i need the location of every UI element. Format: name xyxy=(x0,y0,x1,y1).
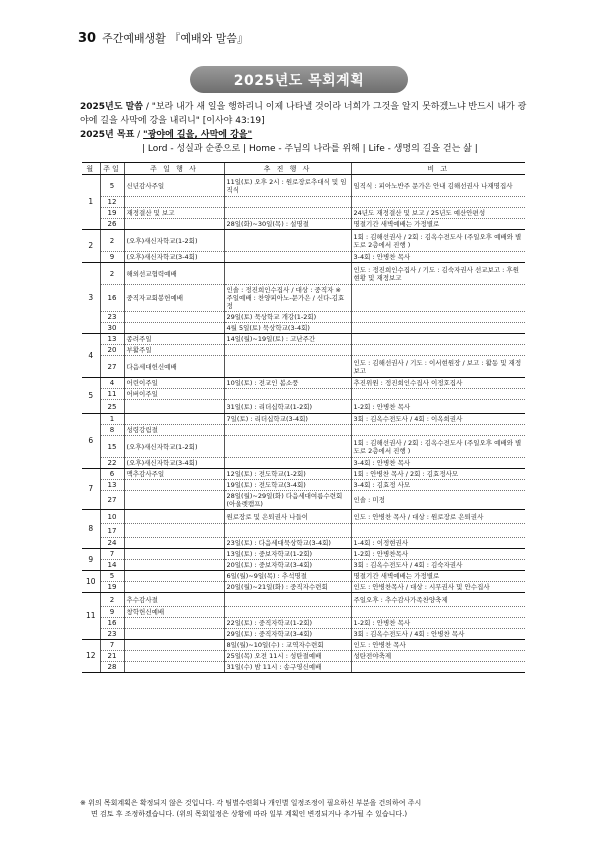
month-cell: 9 xyxy=(82,549,100,571)
table-row xyxy=(82,414,525,425)
verse-line xyxy=(80,100,530,128)
note-cell: 성탄전야축제 xyxy=(351,651,525,662)
plan-cell: 20일(토) : 중보자학교(3-4회) xyxy=(224,560,351,571)
event-cell: 해외선교협력예배 xyxy=(124,263,224,285)
event-cell: 재정결산 및 보고 xyxy=(124,208,224,219)
verse-text: / "보라 내가 새 일을 행하리니 이제 나타낼 것이라 너희가 그것을 알지 못하겠느냐 반드시 내가 광야에 길을 사막에 강을 내리니" [이사야 43:19] xyxy=(80,102,527,126)
note-cell: 3-4회 : 김효정 사모 xyxy=(351,480,525,491)
footnote-line-1: ※ 위의 목회계획은 확정되지 않은 것입니다. 각 팀별수련회나 개인별 일정조정이 필요하신 부분을 건의하여 주시 xyxy=(80,799,422,807)
plan-cell: 7일(토) : 리더십학교(3-4회) xyxy=(224,414,351,425)
week-cell: 8 xyxy=(100,425,124,436)
event-cell: 어버이주일 xyxy=(124,389,224,400)
header-week: 주일 xyxy=(100,163,124,175)
plan-cell: 원로장로 및 은퇴권사 나들이 xyxy=(224,510,351,524)
plan-cell: 29일(토) 묵상학교 개강(1-2회) xyxy=(224,312,351,323)
table-header-row xyxy=(82,163,525,175)
note-cell: 임직식 : 피아노반주 문가은 안내 김해선권사 나재명집사 xyxy=(351,175,525,197)
month-cell: 8 xyxy=(82,510,100,549)
table-row xyxy=(82,651,525,662)
note-cell: 3-4회 : 안병찬 목사 xyxy=(351,458,525,469)
table-row xyxy=(82,230,525,252)
plan-cell xyxy=(224,197,351,208)
goal-theme: "광야에 길을, 사막에 강을" xyxy=(143,130,253,140)
week-cell: 16 xyxy=(100,285,124,312)
plan-cell xyxy=(224,208,351,219)
week-cell: 21 xyxy=(100,651,124,662)
table-row xyxy=(82,175,525,197)
note-cell: 명절기간 새벽예배는 가정별로 xyxy=(351,571,525,582)
event-cell xyxy=(124,582,224,593)
plan-cell: 28일(화)~30일(목) : 설명절 xyxy=(224,219,351,230)
table-row xyxy=(82,389,525,400)
week-cell: 22 xyxy=(100,458,124,469)
plan-cell: 28일(월)~29일(화) 다음세대여름수련회(아울렛캠프) xyxy=(224,491,351,510)
table-row xyxy=(82,538,525,549)
event-cell: 다음세대헌신예배 xyxy=(124,356,224,378)
header-event: 주 일 행 사 xyxy=(124,163,224,175)
table-row xyxy=(82,312,525,323)
note-cell: 1-4회 : 이정현권사 xyxy=(351,538,525,549)
week-cell: 25 xyxy=(100,400,124,414)
week-cell: 7 xyxy=(100,640,124,651)
note-cell: 3회 : 김옥수전도사 / 4회 : 안병찬 목사 xyxy=(351,629,525,640)
table-row xyxy=(82,524,525,538)
core-values: | Lord - 성실과 순종으로 | Home - 주님의 나라를 위해 | Life - 생명의 길을 걷는 삶 | xyxy=(142,144,478,154)
table-row xyxy=(82,208,525,219)
month-cell: 4 xyxy=(82,334,100,378)
month-cell: 7 xyxy=(82,469,100,510)
week-cell: 11 xyxy=(100,389,124,400)
note-cell: 1-2회 : 안병찬 목사 xyxy=(351,618,525,629)
plan-cell xyxy=(224,425,351,436)
note-cell: 주일오후 : 추수감사가족찬양축제 xyxy=(351,593,525,607)
event-cell xyxy=(124,629,224,640)
week-cell: 1 xyxy=(100,414,124,425)
note-cell: 1회 : 김해선권사 / 2회 : 김옥수전도사 (주일오후 예배와 별도로 2층에서 진행 ) xyxy=(351,230,525,252)
note-cell: 1회 : 안병찬 목사 / 2회 : 김효정사모 xyxy=(351,469,525,480)
table-row xyxy=(82,571,525,582)
table-row xyxy=(82,593,525,607)
month-cell: 1 xyxy=(82,175,100,230)
event-cell xyxy=(124,480,224,491)
event-cell xyxy=(124,618,224,629)
plan-cell: 20일(월)~21일(화) : 중직자수련회 xyxy=(224,582,351,593)
page-header xyxy=(78,30,248,46)
note-cell xyxy=(351,662,525,673)
plan-cell: 19일(토) : 전도학교(3-4회) xyxy=(224,480,351,491)
plan-cell xyxy=(224,252,351,263)
table-row xyxy=(82,252,525,263)
table-row xyxy=(82,480,525,491)
week-cell: 9 xyxy=(100,252,124,263)
note-cell: 3회 : 김옥수전도사 / 4회 : 이옥희권사 xyxy=(351,414,525,425)
plan-cell: 4월 5일(토) 묵상학교(3-4회) xyxy=(224,323,351,334)
note-cell: 1회 : 김해선권사 / 2회 : 김옥수전도사 (주일오후 예배와 별도로 2층에서 진행 ) xyxy=(351,436,525,458)
plan-cell xyxy=(224,230,351,252)
month-cell: 2 xyxy=(82,230,100,263)
event-cell: 맥추감사주일 xyxy=(124,469,224,480)
event-cell xyxy=(124,560,224,571)
note-cell xyxy=(351,312,525,323)
week-cell: 17 xyxy=(100,524,124,538)
plan-cell: 14일(월)~19일(토) : 고난주간 xyxy=(224,334,351,345)
table-row xyxy=(82,469,525,480)
plan-cell xyxy=(224,593,351,607)
note-cell xyxy=(351,323,525,334)
month-cell: 12 xyxy=(82,640,100,673)
event-cell xyxy=(124,323,224,334)
plan-cell: 29일(토) : 중직자학교(3-4회) xyxy=(224,629,351,640)
week-cell: 2 xyxy=(100,593,124,607)
event-cell xyxy=(124,549,224,560)
note-cell xyxy=(351,389,525,400)
event-cell xyxy=(124,312,224,323)
table-row xyxy=(82,425,525,436)
event-cell xyxy=(124,571,224,582)
plan-cell: 12일(토) : 전도학교(1-2회) xyxy=(224,469,351,480)
week-cell: 13 xyxy=(100,480,124,491)
event-cell: 종려주일 xyxy=(124,334,224,345)
schedule-table xyxy=(82,162,525,673)
footnote xyxy=(80,798,526,820)
note-cell: 3회 : 김옥수전도사 / 4회 : 김숙자권사 xyxy=(351,560,525,571)
plan-cell: 23일(토) : 다음세대묵상학교(3-4회) xyxy=(224,538,351,549)
page-number: 30 xyxy=(78,31,97,46)
schedule-body xyxy=(82,175,525,673)
week-cell: 28 xyxy=(100,662,124,673)
plan-cell xyxy=(224,458,351,469)
plan-cell xyxy=(224,524,351,538)
table-row xyxy=(82,197,525,208)
goal-line xyxy=(80,128,530,142)
week-cell: 26 xyxy=(100,219,124,230)
verse-label: 2025년도 말씀 xyxy=(80,102,143,112)
event-cell xyxy=(124,538,224,549)
note-cell xyxy=(351,607,525,618)
table-row xyxy=(82,263,525,285)
event-cell: 중직자교회봉헌예배 xyxy=(124,285,224,312)
header-plan: 추 진 행 사 xyxy=(224,163,351,175)
event-cell: 신년감사주일 xyxy=(124,175,224,197)
week-cell: 12 xyxy=(100,197,124,208)
note-cell: 명절기간 새벽예배는 가정별로 xyxy=(351,219,525,230)
week-cell: 7 xyxy=(100,549,124,560)
event-cell: (오후)새신자학교(3-4회) xyxy=(124,252,224,263)
week-cell: 2 xyxy=(100,230,124,252)
week-cell: 14 xyxy=(100,560,124,571)
week-cell: 5 xyxy=(100,175,124,197)
note-cell: 인도 : 정진희인수집사 / 기도 : 김숙자권사 선교보고 : 후원현황 및 재정보고 xyxy=(351,263,525,285)
month-cell: 11 xyxy=(82,593,100,640)
plan-cell: 22일(토) : 중직자학교(1-2회) xyxy=(224,618,351,629)
table-row xyxy=(82,345,525,356)
table-row xyxy=(82,400,525,414)
week-cell: 15 xyxy=(100,436,124,458)
table-row xyxy=(82,458,525,469)
table-row xyxy=(82,219,525,230)
event-cell xyxy=(124,491,224,510)
week-cell: 9 xyxy=(100,607,124,618)
week-cell: 24 xyxy=(100,538,124,549)
plan-cell: 31일(수) 밤 11시 : 송구영신예배 xyxy=(224,662,351,673)
event-cell: 창학헌신예배 xyxy=(124,607,224,618)
plan-cell xyxy=(224,356,351,378)
month-cell: 3 xyxy=(82,263,100,334)
note-cell xyxy=(351,425,525,436)
event-cell xyxy=(124,219,224,230)
table-row xyxy=(82,436,525,458)
event-cell: 성령강림절 xyxy=(124,425,224,436)
note-cell: 인도 : 김해선권사 / 기도 : 이서현원장 / 보고 : 활동 및 재정보고 xyxy=(351,356,525,378)
week-cell: 27 xyxy=(100,491,124,510)
note-cell xyxy=(351,345,525,356)
plan-cell: 25일(목) 오전 11시 : 성탄절예배 xyxy=(224,651,351,662)
event-cell: 추수감사절 xyxy=(124,593,224,607)
week-cell: 23 xyxy=(100,629,124,640)
table-row xyxy=(82,378,525,389)
month-cell: 5 xyxy=(82,378,100,414)
event-cell: 부활주일 xyxy=(124,345,224,356)
week-cell: 19 xyxy=(100,208,124,219)
table-row xyxy=(82,618,525,629)
event-cell xyxy=(124,640,224,651)
plan-title: 2025년도 목회계획 xyxy=(190,66,408,93)
plan-cell xyxy=(224,345,351,356)
note-cell: 1-2회 : 안병찬목사 xyxy=(351,549,525,560)
table-row xyxy=(82,356,525,378)
plan-cell: 8일(월)~10일(수) : 교역자수련회 xyxy=(224,640,351,651)
event-cell: (오후)새신자학교(1-2회) xyxy=(124,230,224,252)
week-cell: 10 xyxy=(100,510,124,524)
event-cell xyxy=(124,414,224,425)
event-cell xyxy=(124,197,224,208)
note-cell: 인솔 : 미정 xyxy=(351,491,525,510)
intro-block xyxy=(80,100,530,156)
table-row xyxy=(82,629,525,640)
week-cell: 30 xyxy=(100,323,124,334)
event-cell xyxy=(124,400,224,414)
note-cell: 1-2회 : 안병찬 목사 xyxy=(351,400,525,414)
header-note: 비 고 xyxy=(351,163,525,175)
plan-cell xyxy=(224,607,351,618)
table-row xyxy=(82,323,525,334)
table-row xyxy=(82,582,525,593)
note-cell xyxy=(351,334,525,345)
event-cell: (오후)새신자학교(3-4회) xyxy=(124,458,224,469)
week-cell: 4 xyxy=(100,378,124,389)
week-cell: 5 xyxy=(100,571,124,582)
goal-label: 2025년 목표 xyxy=(80,130,135,140)
note-cell xyxy=(351,524,525,538)
goal-separator: / xyxy=(134,130,144,140)
note-cell: 3-4회 : 안병찬 목사 xyxy=(351,252,525,263)
event-cell: (오후)새신자학교(1-2회) xyxy=(124,436,224,458)
header-month: 월 xyxy=(82,163,100,175)
event-cell xyxy=(124,662,224,673)
week-cell: 19 xyxy=(100,582,124,593)
week-cell: 2 xyxy=(100,263,124,285)
month-cell: 6 xyxy=(82,414,100,469)
note-cell xyxy=(351,285,525,312)
month-cell: 10 xyxy=(82,571,100,593)
week-cell: 27 xyxy=(100,356,124,378)
plan-cell xyxy=(224,263,351,285)
table-row xyxy=(82,640,525,651)
note-cell: 24년도 재정결산 및 보고 / 25년도 예산안편성 xyxy=(351,208,525,219)
week-cell: 16 xyxy=(100,618,124,629)
plan-cell: 인솔 : 정진희인수집사 / 대상 : 중직자 ※ 주일예배 : 찬양피아노-문가은 / 신다-김효정 xyxy=(224,285,351,312)
table-row xyxy=(82,607,525,618)
section-title: 주간예배생활 『예배와 말씀』 xyxy=(102,32,248,45)
plan-cell xyxy=(224,436,351,458)
week-cell: 23 xyxy=(100,312,124,323)
table-row xyxy=(82,510,525,524)
table-row xyxy=(82,334,525,345)
table-row xyxy=(82,560,525,571)
plan-cell: 31일(토) : 리더십학교(1-2회) xyxy=(224,400,351,414)
event-cell xyxy=(124,524,224,538)
table-row xyxy=(82,549,525,560)
plan-cell: 6일(월)~9일(목) : 추석명절 xyxy=(224,571,351,582)
plan-cell xyxy=(224,389,351,400)
table-row xyxy=(82,662,525,673)
week-cell: 6 xyxy=(100,469,124,480)
event-cell xyxy=(124,651,224,662)
table-row xyxy=(82,491,525,510)
table-row xyxy=(82,285,525,312)
note-cell: 추진위원 : 정진희인수집사 이정호집사 xyxy=(351,378,525,389)
note-cell: 인도 : 안병찬 목사 / 대상 : 원로장로 은퇴권사 xyxy=(351,510,525,524)
week-cell: 20 xyxy=(100,345,124,356)
plan-cell: 13일(토) : 중보자학교(1-2회) xyxy=(224,549,351,560)
note-cell: 인도 : 안병찬목사 / 대상 : 시무권사 및 안수집사 xyxy=(351,582,525,593)
footnote-line-2: 면 검토 후 조정하겠습니다. (위의 목회일정은 상황에 따라 일부 계획인 변경되거나 추가될 수 있습니다.) xyxy=(91,810,408,818)
note-cell: 인도 : 안병찬 목사 xyxy=(351,640,525,651)
note-cell xyxy=(351,197,525,208)
event-cell: 어린이주일 xyxy=(124,378,224,389)
event-cell xyxy=(124,510,224,524)
week-cell: 13 xyxy=(100,334,124,345)
plan-cell: 10일(토) : 전교인 봄소풍 xyxy=(224,378,351,389)
plan-cell: 11일(토) 오후 2시 : 원로장로추대식 및 임직식 xyxy=(224,175,351,197)
